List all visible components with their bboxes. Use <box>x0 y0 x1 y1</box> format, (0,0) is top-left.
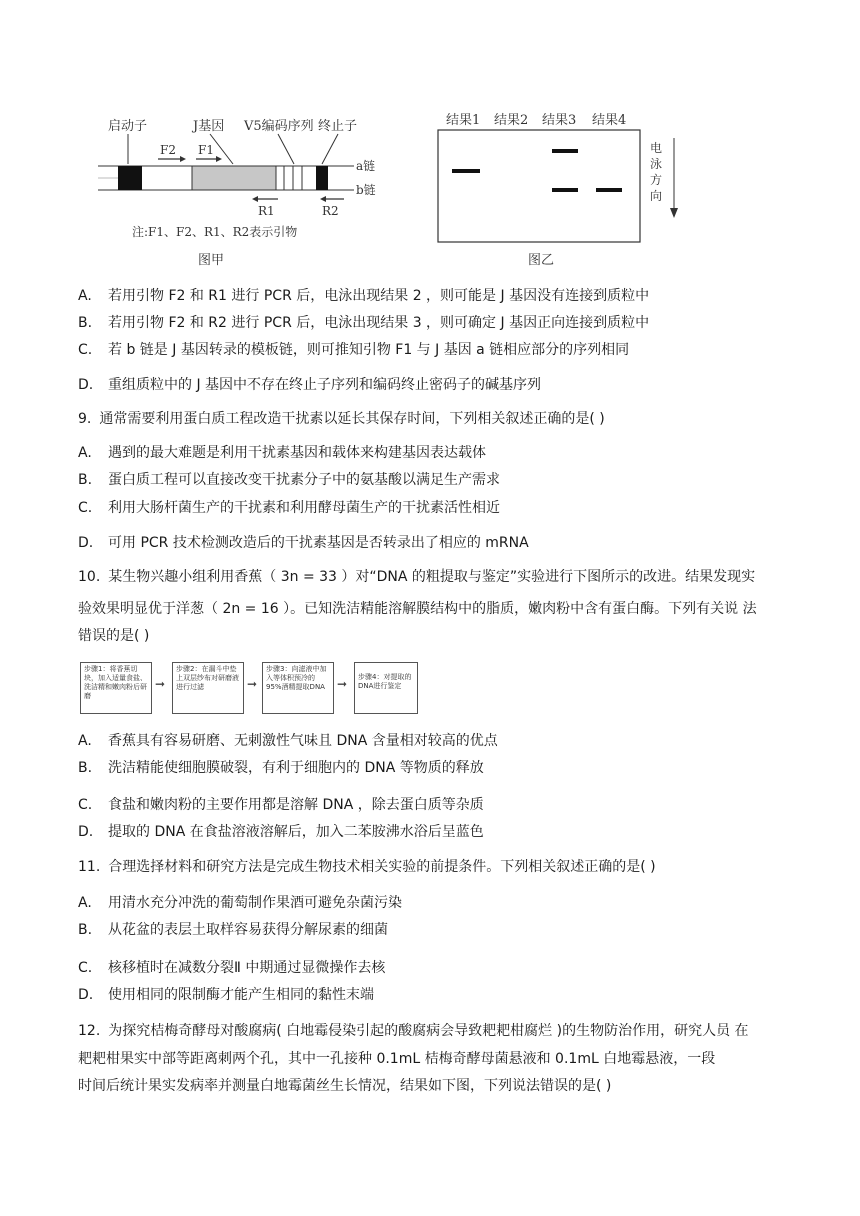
q9-stem: 9. 通常需要利用蛋白质工程改造干扰素以延长其保存时间，下列相关叙述正确的是( ) <box>78 411 605 427</box>
q8-option-a: A. 若用引物 F2 和 R1 进行 PCR 后，电泳出现结果 2 ，则可能是 J 基因没有连接到质粒中 <box>78 288 650 304</box>
q8-option-b: B. 若用引物 F2 和 R2 进行 PCR 后，电泳出现结果 3 ，则可确定 J 基因正向连接到质粒中 <box>78 315 650 331</box>
a-chain-label: a链 <box>356 159 376 173</box>
q10-stem-line1: 10. 某生物兴趣小组利用香蕉（ 3n = 33 ）对“DNA 的粗提取与鉴定”实验进行下图所示的改进。结果发现实 <box>78 569 756 585</box>
band-result3-lower <box>552 188 578 192</box>
flow-step-4: 步骤4：对提取的DNA进行鉴定 <box>354 662 418 714</box>
q10-option-a: A. 香蕉具有容易研磨、无刺激性气味且 DNA 含量相对较高的优点 <box>78 733 498 749</box>
q11-option-c: C. 核移植时在减数分裂Ⅱ 中期通过显微操作去核 <box>78 960 386 976</box>
f1-label: F1 <box>198 143 214 157</box>
promoter-label: 启动子 <box>108 119 148 134</box>
band-result3-upper <box>552 149 578 153</box>
r1-label: R1 <box>258 204 275 218</box>
direction-char-1: 电 <box>650 141 663 155</box>
figure-yi <box>432 108 694 272</box>
q10-stem-line3: 错误的是( ) <box>78 628 150 644</box>
q9-option-a: A. 遇到的最大难题是利用干扰素基因和载体来构建基因表达载体 <box>78 445 486 461</box>
q11-option-b: B. 从花盆的表层土取样容易获得分解尿素的细菌 <box>78 922 388 938</box>
r2-label: R2 <box>322 204 339 218</box>
direction-char-3: 方 <box>650 173 663 187</box>
q9-option-d: D. 可用 PCR 技术检测改造后的干扰素基因是否转录出了相应的 mRNA <box>78 535 529 551</box>
figure-jia <box>98 112 376 272</box>
q12-line3: 时间后统计果实发病率并测量白地霉菌丝生长情况，结果如下图，下列说法错误的是( ) <box>78 1078 612 1094</box>
result-3-label: 结果3 <box>542 113 577 128</box>
flow-arrow-icon: ➞ <box>247 677 258 691</box>
result-4-label: 结果4 <box>592 113 627 128</box>
q11-stem: 11. 合理选择材料和研究方法是完成生物技术相关实验的前提条件。下列相关叙述正确的是( ) <box>78 859 656 875</box>
primer-note: 注:F1、F2、R1、R2表示引物 <box>132 225 298 239</box>
j-gene-label: J基因 <box>193 119 225 134</box>
flow-step-2: 步骤2：在漏斗中垫上双层纱布对研磨液进行过滤 <box>172 662 244 714</box>
q12-line1: 12. 为探究桔梅奇酵母对酸腐病( 白地霉侵染引起的酸腐病会导致耙耙柑腐烂 )的生物防治作用，研究人员 在 <box>78 1023 749 1039</box>
terminator-label: 终止子 <box>318 119 358 134</box>
b-chain-label: b链 <box>356 183 376 197</box>
figure-yi-caption: 图乙 <box>528 253 555 268</box>
result-1-label: 结果1 <box>446 113 481 128</box>
q12-line2: 耙耙柑果实中部等距离刺两个孔，其中一孔接种 0.1mL 桔梅奇酵母菌悬液和 0.1mL 白地霉悬液，一段 <box>78 1051 716 1067</box>
direction-char-2: 泳 <box>650 157 663 171</box>
v5-label: V5编码序列 <box>244 119 314 134</box>
q11-option-a: A. 用清水充分冲洗的葡萄制作果酒可避免杂菌污染 <box>78 895 402 911</box>
flow-step-3: 步骤3：向滤液中加入等体积预冷的95%酒精提取DNA <box>262 662 334 714</box>
band-result4 <box>596 188 622 192</box>
result-2-label: 结果2 <box>494 113 529 128</box>
q10-option-c: C. 食盐和嫩肉粉的主要作用都是溶解 DNA ，除去蛋白质等杂质 <box>78 797 484 813</box>
flow-step-1: 步骤1：将香蕉切块，加入适量食盐、洗洁精和嫩肉粉后研磨 <box>80 662 152 714</box>
q11-option-d: D. 使用相同的限制酶才能产生相同的黏性末端 <box>78 987 374 1003</box>
q8-option-d: D. 重组质粒中的 J 基因中不存在终止子序列和编码终止密码子的碱基序列 <box>78 377 542 393</box>
flow-arrow-icon: ➞ <box>155 677 166 691</box>
f2-label: F2 <box>160 143 176 157</box>
q10-option-b: B. 洗洁精能使细胞膜破裂，有利于细胞内的 DNA 等物质的释放 <box>78 760 484 776</box>
q9-option-c: C. 利用大肠杆菌生产的干扰素和利用酵母菌生产的干扰素活性相近 <box>78 500 500 516</box>
flow-arrow-icon: ➞ <box>337 677 348 691</box>
q10-option-d: D. 提取的 DNA 在食盐溶液溶解后，加入二苯胺沸水浴后呈蓝色 <box>78 824 484 840</box>
q10-stem-line2: 验效果明显优于洋葱（ 2n = 16 ）。已知洗洁精能溶解膜结构中的脂质，嫩肉粉中含有蛋白酶。下列有关说 法 <box>78 601 757 617</box>
direction-char-4: 向 <box>650 189 663 203</box>
q9-option-b: B. 蛋白质工程可以直接改变干扰素分子中的氨基酸以满足生产需求 <box>78 472 500 488</box>
band-result1 <box>452 169 480 173</box>
figure-jia-caption: 图甲 <box>198 253 225 268</box>
q8-option-c: C. 若 b 链是 J 基因转录的模板链，则可推知引物 F1 与 J 基因 a 链相应部分的序列相同 <box>78 342 630 358</box>
